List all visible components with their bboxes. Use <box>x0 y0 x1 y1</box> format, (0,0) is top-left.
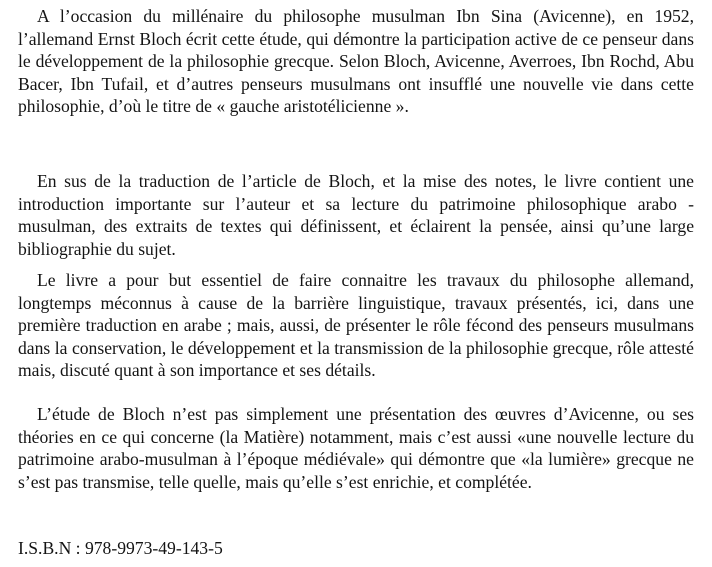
paragraph-etude-bloch: L’étude de Bloch n’est pas simplement une présentation des œuvres d’Avicenne, ou ses théories en ce qui concerne (la Matière) notamment, mais c’est aussi «une nouvelle lecture du patrimoine arabo-musulman à l’époque médiévale» qui démontre que «la lumière» grecque ne s’est pas transmise, telle quelle, mais qu’elle s’est enrichie, et complétée. <box>18 404 694 492</box>
isbn-line: I.S.B.N : 978-9973-49-143-5 <box>18 538 223 558</box>
paragraph-avicenne-millenaire: A l’occasion du millénaire du philosophe musulman Ibn Sina (Avicenne), en 1952, l’allemand Ernst Bloch écrit cette étude, qui démontre la participation active de ce penseur dans le développement de la philosophie grecque. Selon Bloch, Avicenne, Averroes, Ibn Rochd, Abu Bacer, Ibn Tufail, et d’autres penseurs musulmans ont insufflé une nouvelle vie dans cette philosophie, d’où le titre de « gauche aristotélicienne ». <box>18 6 694 117</box>
paragraph-but-livre: Le livre a pour but essentiel de faire connaitre les travaux du philosophe allemand, longtemps méconnus à cause de la barrière linguistique, travaux présentés, ici, dans une première traduction en arabe ; mais, aussi, de présenter le rôle fécond des penseurs musulmans dans la conservation, le développement et la transmission de la philosophie grecque, rôle attesté mais, discuté quant à son importance et ses détails. <box>18 270 694 381</box>
paragraph-contenu-livre: En sus de la traduction de l’article de Bloch, et la mise des notes, le livre contient une introduction importante sur l’auteur et sa lecture du patrimoine philosophique arabo - musulman, des extraits de textes qui définissent, et éclairent la pensée, ainsi qu’une large bibliographie du sujet. <box>18 171 694 259</box>
